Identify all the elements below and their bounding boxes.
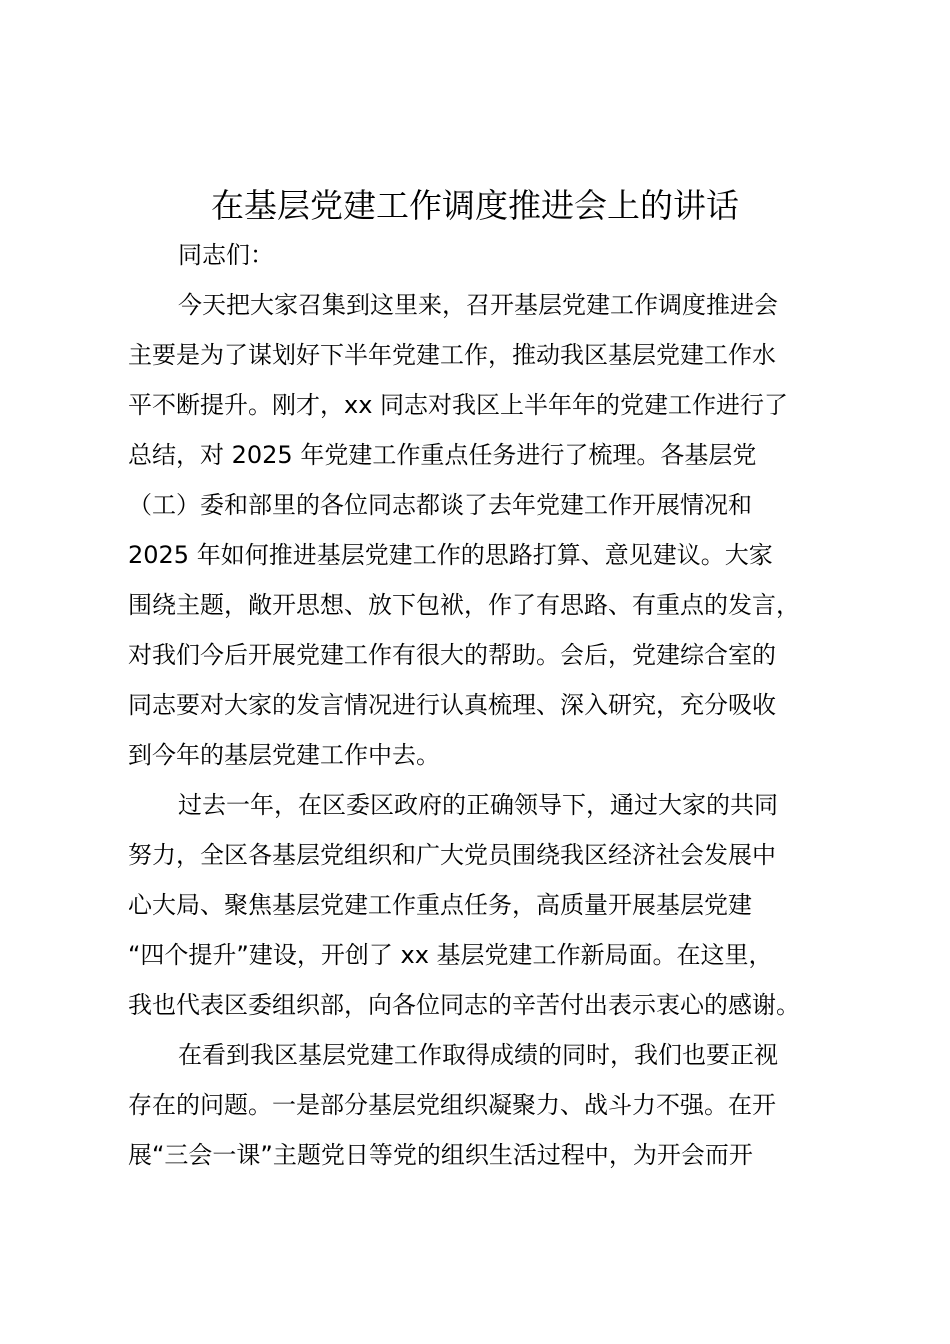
body-line: 同志们：	[178, 241, 274, 269]
body-line: 我也代表区委组织部，向各位同志的辛苦付出表示衷心的感谢。	[128, 991, 800, 1019]
body-line: 努力，全区各基层党组织和广大党员围绕我区经济社会发展中	[128, 841, 776, 869]
body-line: 存在的问题。一是部分基层党组织凝聚力、战斗力不强。在开	[128, 1091, 776, 1119]
body-line: 同志要对大家的发言情况进行认真梳理、深入研究，充分吸收	[128, 691, 776, 719]
body-line: “四个提升”建设，开创了 xx 基层党建工作新局面。在这里，	[128, 941, 773, 969]
body-line: 围绕主题，敞开思想、放下包袱，作了有思路、有重点的发言，	[128, 591, 800, 619]
body-line: 今天把大家召集到这里来，召开基层党建工作调度推进会	[178, 291, 778, 319]
body-line: 主要是为了谋划好下半年党建工作，推动我区基层党建工作水	[128, 341, 776, 369]
body-line: 平不断提升。刚才，xx 同志对我区上半年年的党建工作进行了	[128, 391, 789, 419]
body-line: 过去一年，在区委区政府的正确领导下，通过大家的共同	[178, 791, 778, 819]
document-body	[128, 230, 828, 1180]
body-line: （工）委和部里的各位同志都谈了去年党建工作开展情况和	[128, 491, 752, 519]
body-line: 展“三会一课”主题党日等党的组织生活过程中，为开会而开	[128, 1141, 753, 1169]
body-line: 心大局、聚焦基层党建工作重点任务，高质量开展基层党建	[128, 891, 752, 919]
body-line: 到今年的基层党建工作中去。	[128, 741, 440, 769]
body-line: 在看到我区基层党建工作取得成绩的同时，我们也要正视	[178, 1041, 778, 1069]
body-line: 2025 年如何推进基层党建工作的思路打算、意见建议。大家	[128, 541, 773, 569]
document-title: 在基层党建工作调度推进会上的讲话	[211, 186, 739, 225]
body-line: 对我们今后开展党建工作有很大的帮助。会后，党建综合室的	[128, 641, 776, 669]
body-line: 总结，对 2025 年党建工作重点任务进行了梳理。各基层党	[128, 441, 757, 469]
